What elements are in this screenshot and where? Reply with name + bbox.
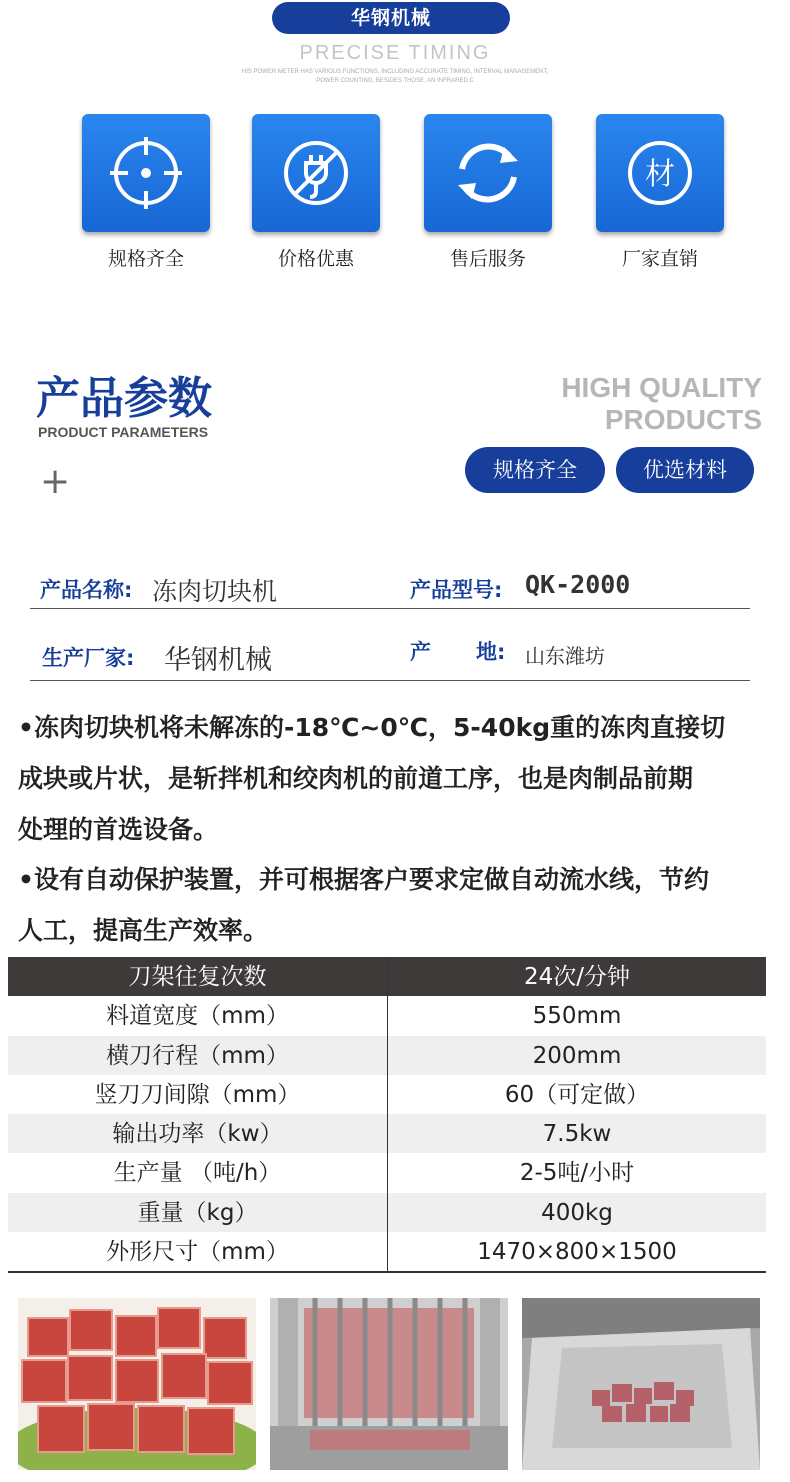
table-row xyxy=(8,996,766,1035)
feature-label: 售后服务 xyxy=(449,248,526,270)
spec-key: 横刀行程（mm） xyxy=(8,1036,388,1075)
desc-line: •设有自动保护装置，并可根据客户要求定做自动流水线，节约 xyxy=(18,865,709,894)
pill-specs[interactable]: 规格齐全 xyxy=(465,447,605,493)
feature-direct xyxy=(594,114,726,271)
table-bottom-rule xyxy=(8,1271,766,1273)
table-row xyxy=(8,1114,766,1153)
table-row xyxy=(8,1075,766,1114)
feature-icon-box xyxy=(82,114,210,232)
feature-specs xyxy=(80,114,212,271)
spec-table-header xyxy=(8,957,766,996)
crosshair-icon xyxy=(106,133,186,213)
spec-value: 200mm xyxy=(532,1042,622,1069)
spec-key: 外形尺寸（mm） xyxy=(8,1232,388,1271)
desc-line: 处理的首选设备。 xyxy=(18,815,219,844)
plus-icon: + xyxy=(40,461,71,502)
desc-line: 成块或片状，是斩拌机和绞肉机的前道工序，也是肉制品前期 xyxy=(18,764,694,793)
table-row xyxy=(8,1193,766,1232)
table-row xyxy=(8,1232,766,1271)
refresh-icon xyxy=(448,133,528,213)
small-print: HIS POWER METER HAS VARIOUS FUNCTIONS, INCLUDING ACCURATE TIMING, INTERVAL MANAGEMENT, POWER COUNTING, BESIDES THOSE, AN INFRARED C xyxy=(241,69,549,84)
spec-value: 2-5吨/小时 xyxy=(519,1160,635,1187)
meat-cubes-photo xyxy=(18,1298,256,1470)
feature-icon-box xyxy=(596,114,724,232)
spec-key: 生产量 （吨/h） xyxy=(8,1153,388,1192)
spec-key: 重量（kg） xyxy=(8,1193,388,1232)
feature-label: 价格优惠 xyxy=(277,248,354,270)
brand-pill: 华钢机械 xyxy=(272,2,510,34)
spec-key: 料道宽度（mm） xyxy=(8,996,388,1035)
spec-key: 输出功率（kw） xyxy=(8,1114,388,1153)
hq-line-2: PRODUCTS xyxy=(604,404,762,435)
description-paragraph-2 xyxy=(18,854,788,956)
product-model-key: 产品型号: xyxy=(410,578,503,602)
info-row-2 xyxy=(30,630,750,681)
feature-label: 规格齐全 xyxy=(107,248,184,270)
product-model-value: QK-2000 xyxy=(525,570,631,599)
spec-value: 60（可定做） xyxy=(504,1081,650,1108)
spec-value: 1470×800×1500 xyxy=(477,1239,677,1266)
product-name-key: 产品名称: xyxy=(40,578,133,602)
section-subtitle: PRODUCT PARAMETERS xyxy=(38,424,209,440)
feature-label: 厂家直销 xyxy=(621,248,698,270)
desc-line: •冻肉切块机将未解冻的-18℃~0℃，5-40kg重的冻肉直接切 xyxy=(18,713,726,742)
product-name-value: 冻肉切块机 xyxy=(152,577,278,606)
feature-icon-box xyxy=(252,114,380,232)
spec-value: 24次/分钟 xyxy=(523,964,630,990)
high-quality-text xyxy=(561,372,762,436)
spec-value: 550mm xyxy=(532,1003,622,1030)
desc-line: 人工，提高生产效率。 xyxy=(18,916,269,945)
pill-materials[interactable]: 优选材料 xyxy=(616,447,754,493)
no-plug-icon xyxy=(276,133,356,213)
machine-blades-photo xyxy=(270,1298,508,1470)
maker-key: 生产厂家: xyxy=(42,646,135,670)
hopper-photo xyxy=(522,1298,760,1470)
spec-key: 刀架往复次数 xyxy=(8,957,388,996)
maker-value: 华钢机械 xyxy=(164,645,272,676)
info-row-1 xyxy=(30,566,750,609)
spec-value: 400kg xyxy=(541,1199,613,1226)
material-icon xyxy=(620,133,700,213)
origin-value: 山东潍坊 xyxy=(525,644,605,668)
description-paragraph-1 xyxy=(18,702,788,855)
table-row xyxy=(8,1153,766,1192)
feature-price xyxy=(250,114,382,271)
hq-line-1: HIGH QUALITY xyxy=(561,372,762,403)
spec-value: 7.5kw xyxy=(542,1121,612,1148)
section-title: 产品参数 xyxy=(36,373,212,424)
origin-key-2: 地: xyxy=(476,640,506,664)
origin-key-1: 产 xyxy=(410,640,431,664)
table-row xyxy=(8,1036,766,1075)
feature-service xyxy=(422,114,554,271)
tagline: PRECISE TIMING xyxy=(299,42,491,64)
spec-table xyxy=(8,957,766,1273)
spec-key: 竖刀刀间隙（mm） xyxy=(8,1075,388,1114)
feature-icon-box xyxy=(424,114,552,232)
material-glyph: 材 xyxy=(645,157,675,192)
